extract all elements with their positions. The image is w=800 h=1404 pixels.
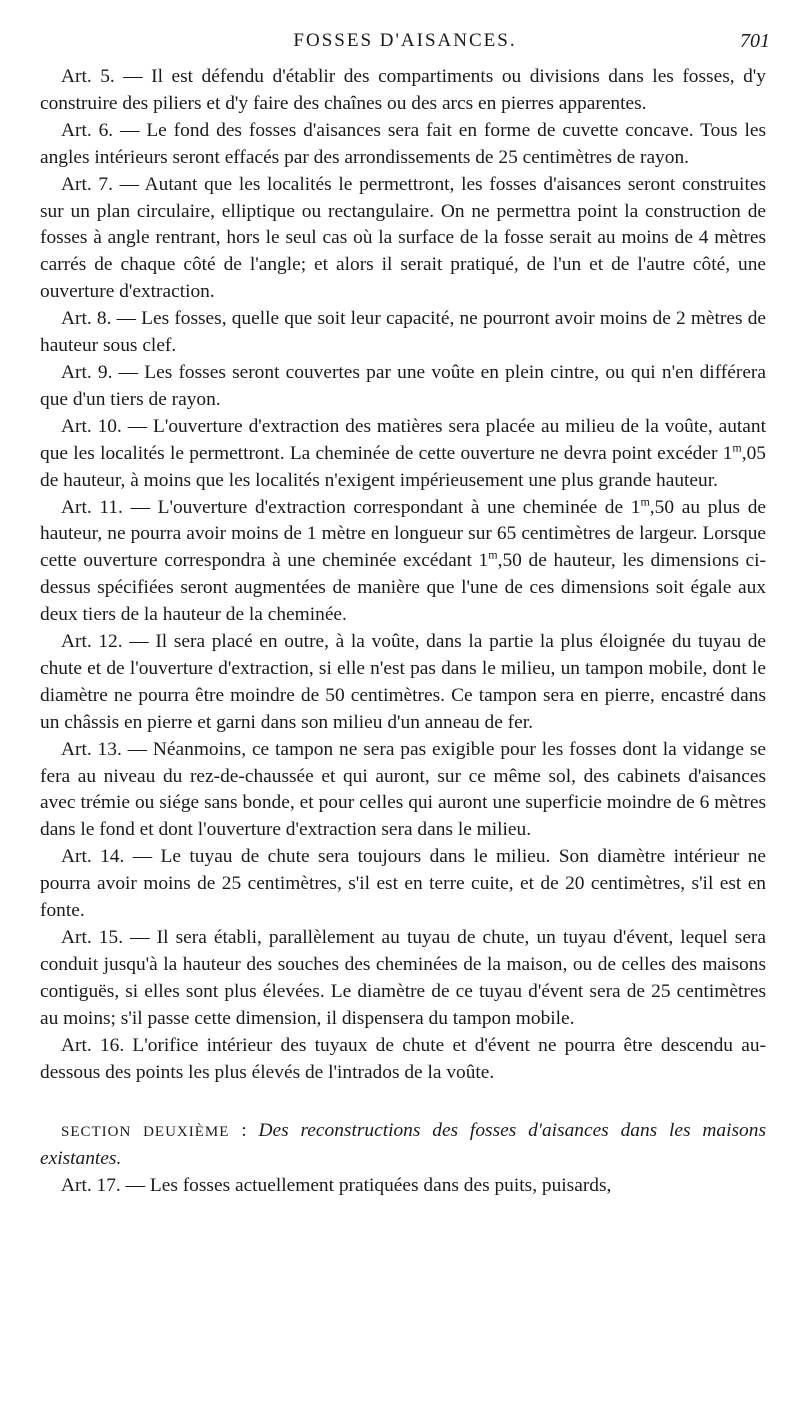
article-8: Art. 8. — Les fosses, quelle que soit leur capacité, ne pourront avoir moins de 2 mètres de hauteur sous clef. — [40, 308, 766, 357]
article-10 — [40, 414, 766, 495]
meter-superscript: m — [640, 494, 650, 509]
article-14: Art. 14. — Le tuyau de chute sera toujours dans le milieu. Son diamètre intérieur ne pourra avoir moins de 25 centimètres, s'il est en terre cuite, et de 20 centimètres, s'il est en fonte. — [40, 846, 766, 922]
article-11-text-c: ,50 de hauteur, les dimensions ci-dessus spécifiées seront augmentées de manière que l'une de ces dimensions soit égale aux deux tiers de la hauteur de la cheminée. — [40, 550, 766, 626]
running-title: FOSSES D'AISANCES. — [293, 30, 517, 51]
running-head — [40, 30, 770, 56]
article-6: Art. 6. — Le fond des fosses d'aisances sera fait en forme de cuvette concave. Tous les angles intérieurs seront effacés par des arrondissements de 25 centimètres de rayon. — [40, 119, 766, 168]
article-13: Art. 13. — Néanmoins, ce tampon ne sera pas exigible pour les fosses dont la vidange se fera au niveau du rez-de-chaussée et qui auront, sur ce même sol, des cabinets d'aisances avec trémie ou siége sans bonde, et pour celles qui auront une superficie moindre de 6 mètres dans le fond et dont l'ouverture d'extraction sera dans le milieu. — [40, 738, 766, 841]
article-10-text-a: Art. 10. — L'ouverture d'extraction des matières sera placée au milieu de la voûte, autant que les localités le permettront. La cheminée de cette ouverture ne devra point excéder 1 — [40, 415, 766, 464]
article-15: Art. 15. — Il sera établi, parallèlement au tuyau de chute, un tuyau d'évent, lequel sera conduit jusqu'à la hauteur des souches des cheminées de la maison, ou de celles des maisons contiguës, si elles sont plus élevées. Le diamètre de ce tuyau d'évent sera de 25 centimètres au moins; s'il passe cette dimension, il dispensera du tampon mobile. — [40, 927, 766, 1029]
article-11-text-a: Art. 11. — L'ouverture d'extraction correspondant à une cheminée de 1 — [61, 496, 641, 518]
article-11 — [40, 495, 766, 630]
article-11-text-b: ,50 au plus de hauteur, ne pourra avoir moins de 1 mètre en longueur sur 65 centimètres de largeur. Lorsque cette ouverture correspondra à une cheminée excédant 1 — [40, 496, 766, 572]
article-7: Art. 7. — Autant que les localités le permettront, les fosses d'aisances seront construites sur un plan circulaire, elliptique ou rectangulaire. On ne permettra point la construction de fosses à angle rentrant, hors le seul cas où la surface de la fosse serait au moins de 4 mètres carrés de chaque côté de l'angle; et alors il serait pratiqué, de l'un et de l'autre côté, une ouverture d'extraction. — [40, 173, 766, 303]
page-number: 701 — [740, 30, 770, 52]
section-title: Des reconstructions des fosses d'aisances dans les maisons existantes. — [40, 1120, 766, 1170]
article-16: Art. 16. L'orifice intérieur des tuyaux de chute et d'évent ne pourra être descendu au-dessous des points les plus élevés de l'intrados de la voûte. — [40, 1034, 766, 1083]
article-17: Art. 17. — Les fosses actuellement pratiquées dans des puits, puisards, — [61, 1175, 612, 1197]
article-12: Art. 12. — Il sera placé en outre, à la voûte, dans la partie la plus éloignée du tuyau de chute et de l'ouverture d'extraction, si elle n'est pas dans le milieu, un tampon mobile, dont le diamètre ne pourra être moindre de 50 centimètres. Ce tampon sera en pierre, encastré dans un châssis en pierre et garni dans son milieu d'un anneau de fer. — [40, 631, 766, 733]
body-text — [40, 64, 766, 1200]
section-separator: : — [229, 1120, 259, 1142]
article-5: Art. 5. — Il est défendu d'établir des compartiments ou divisions dans les fosses, d'y construire des piliers et d'y faire des chaînes ou des arcs en pierres apparentes. — [40, 66, 766, 114]
meter-superscript: m — [488, 547, 498, 562]
section-heading — [40, 1118, 766, 1173]
article-10-text-b: ,05 de hauteur, à moins que les localités n'exigent impérieusement une plus grande hauteur. — [40, 442, 766, 491]
section-label: SECTION DEUXIÈME — [61, 1124, 230, 1141]
article-9: Art. 9. — Les fosses seront couvertes par une voûte en plein cintre, ou qui n'en différera que d'un tiers de rayon. — [40, 361, 766, 410]
meter-superscript: m — [732, 440, 742, 455]
